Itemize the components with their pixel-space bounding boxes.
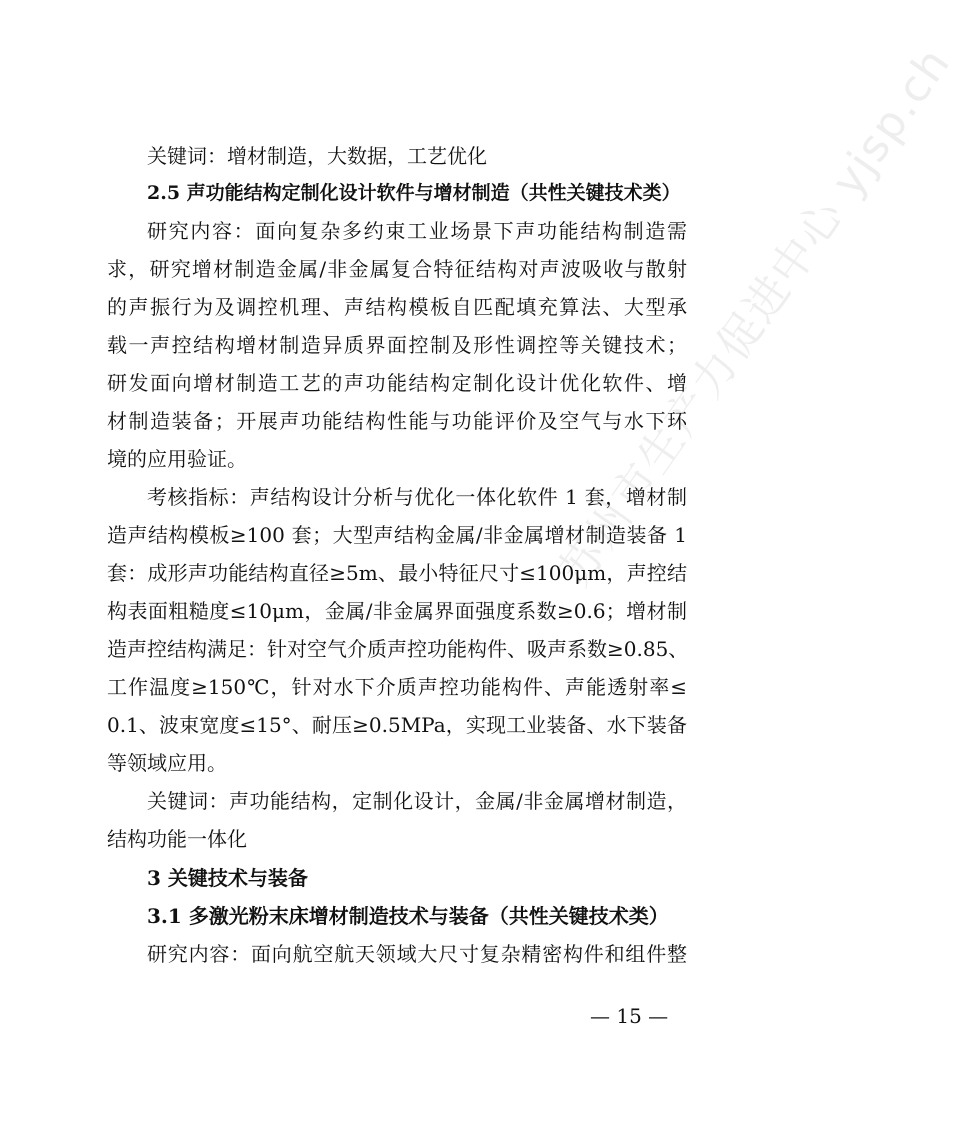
paragraph-line: 研发面向增材制造工艺的声功能结构定制化设计优化软件、增 xyxy=(107,371,687,395)
paragraph-line: 材制造装备；开展声功能结构性能与功能评价及空气与水下环 xyxy=(107,409,687,433)
section-heading-3-1: 3.1 多激光粉末床增材制造技术与装备（共性关键技术类） xyxy=(147,904,669,928)
paragraph-line: 研究内容：面向航空航天领域大尺寸复杂精密构件和组件整 xyxy=(147,942,687,966)
paragraph-line: 求，研究增材制造金属/非金属复合特征结构对声波吸收与散射 xyxy=(107,257,687,281)
paragraph-line: 套：成形声功能结构直径≥5m、最小特征尺寸≤100μm，声控结 xyxy=(107,561,687,585)
paragraph-line: 造声结构模板≥100 套；大型声结构金属/非金属增材制造装备 1 xyxy=(107,523,687,547)
paragraph-line: 造声控结构满足：针对空气介质声控功能构件、吸声系数≥0.85、 xyxy=(107,637,689,661)
keywords-line: 关键词：增材制造，大数据，工艺优化 xyxy=(147,144,487,168)
paragraph-line: 研究内容：面向复杂多约束工业场景下声功能结构制造需 xyxy=(147,219,687,243)
paragraph-line: 的声振行为及调控机理、声结构模板自匹配填充算法、大型承 xyxy=(107,295,687,319)
page-number: — 15 — xyxy=(590,1004,669,1028)
paragraph-line: 工作温度≥150℃，针对水下介质声控功能构件、声能透射率≤ xyxy=(107,675,687,699)
section-heading-2-5: 2.5 声功能结构定制化设计软件与增材制造（共性关键技术类） xyxy=(147,182,681,204)
keywords-line: 关键词：声功能结构，定制化设计，金属/非金属增材制造， xyxy=(147,789,687,813)
paragraph-line: 0.1、波束宽度≤15°、耐压≥0.5MPa，实现工业装备、水下装备 xyxy=(107,713,687,737)
paragraph-line: 等领域应用。 xyxy=(107,751,227,775)
paragraph-line: 考核指标：声结构设计分析与优化一体化软件 1 套，增材制 xyxy=(147,485,687,509)
paragraph-line: 构表面粗糙度≤10μm，金属/非金属界面强度系数≥0.6；增材制 xyxy=(107,599,687,623)
watermark: 苏州市生产力促进中心 yjsp.ch xyxy=(549,37,961,596)
paragraph-line: 载一声控结构增材制造异质界面控制及形性调控等关键技术； xyxy=(107,333,687,357)
section-heading-3: 3 关键技术与装备 xyxy=(147,866,308,890)
paragraph-line: 境的应用验证。 xyxy=(107,447,247,471)
keywords-line: 结构功能一体化 xyxy=(107,827,247,851)
